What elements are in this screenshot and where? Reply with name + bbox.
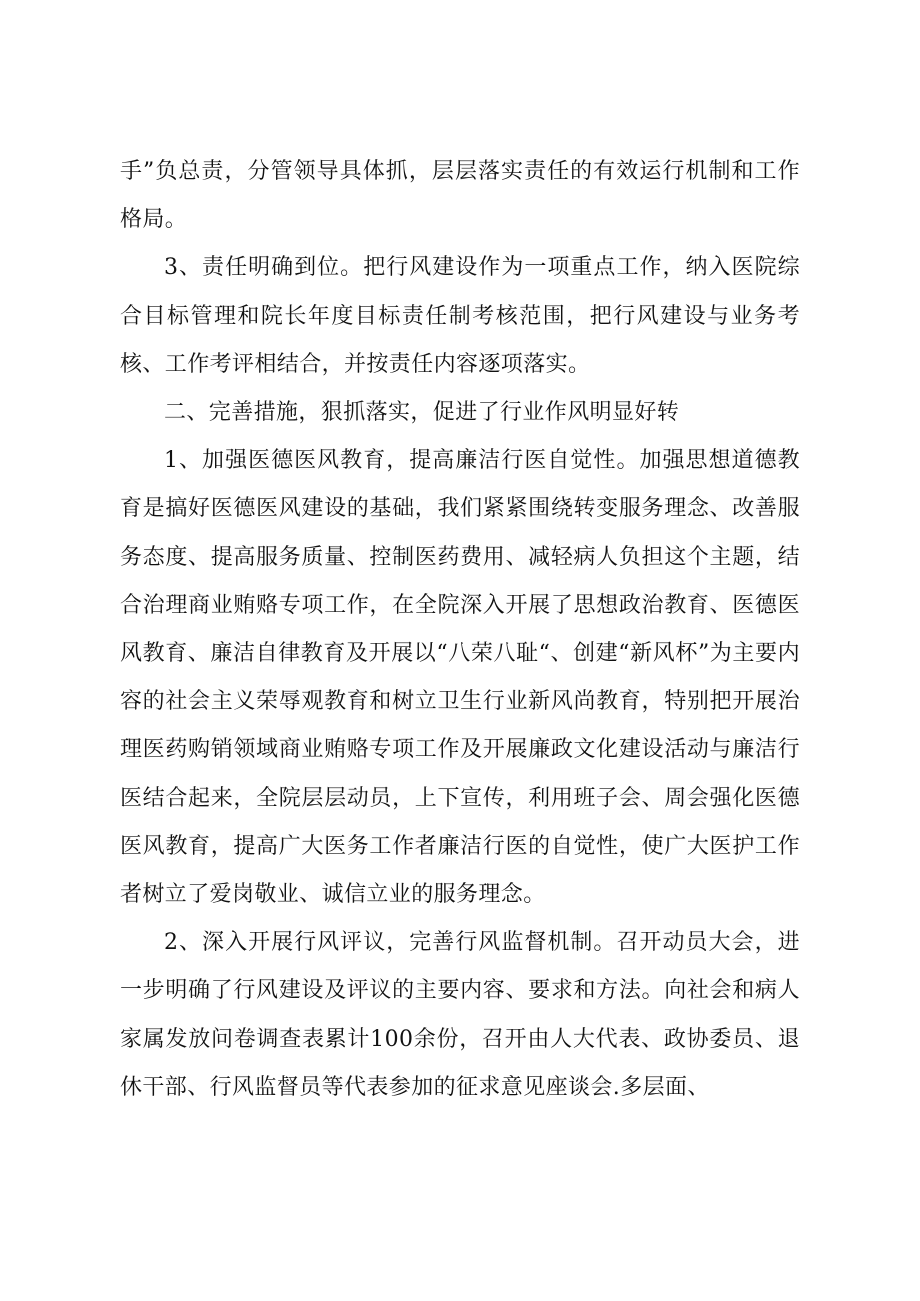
section-heading-2: 二、完善措施，狠抓落实，促进了行业作风明显好转 [164,400,680,426]
paragraph-item-1: 1、加强医德医风教育，提高廉洁行医自觉性。加强思想道德教育是搞好医德医风建设的基础，我们紧紧围绕转变服务理念、改善服务态度、提高服务质量、控制医药费用、减轻病人负担这个主题，结合治理商业贿赂专项工作，在全院深入开展了思想政治教育、医德医风教育、廉洁自律教育及开展以“八荣八耻“、创建“新风杯”为主要内容的社会主义荣辱观教育和树立卫生行业新风尚教育，特别把开展治理医药购销领域商业贿赂专项工作及开展廉政文化建设活动与廉洁行医结合起来，全院层层动员，上下宣传，利用班子会、周会强化医德医风教育，提高广大医务工作者廉洁行医的自觉性，使广大医护工作者树立了爱岗敬业、诚信立业的服务理念。 [120,448,800,908]
paragraph-item-2: 2、深入开展行风评议，完善行风监督机制。召开动员大会，进一步明确了行风建设及评议的主要内容、要求和方法。向社会和病人家属发放问卷调查表累计100余份，召开由人大代表、政协委员、退休干部、行风监督员等代表参加的征求意见座谈会.多层面、 [120,930,800,1100]
document-body [120,148,800,1112]
paragraph-item-3: 3、责任明确到位。把行风建设作为一项重点工作，纳入医院综合目标管理和院长年度目标责任制考核范围，把行风建设与业务考核、工作考评相结合，并按责任内容逐项落实。 [120,255,800,377]
paragraph-continued: 手”负总责，分管领导具体抓，层层落实责任的有效运行机制和工作格局。 [120,159,800,233]
